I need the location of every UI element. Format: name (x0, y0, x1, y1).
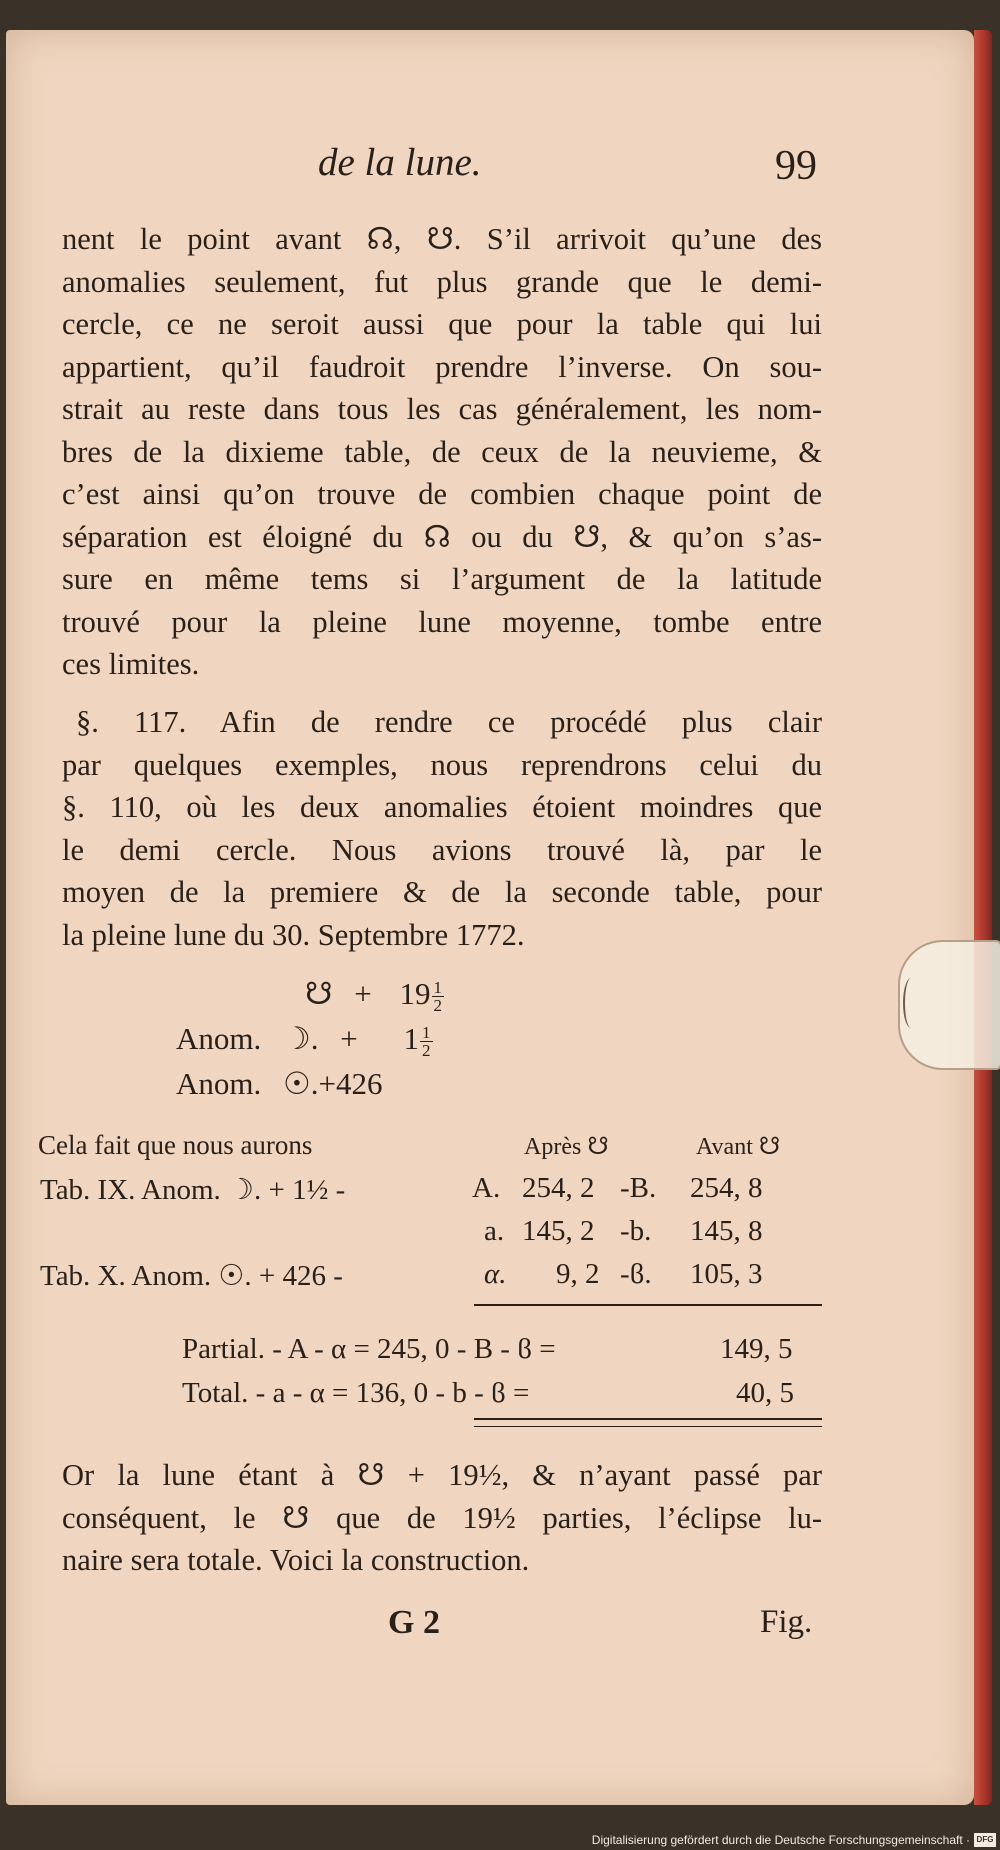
partial-row-label: Partial. - A - α = 245, 0 - B - ϐ = (182, 1333, 556, 1365)
table-rule (474, 1426, 822, 1427)
text-line: la pleine lune du 30. Septembre 1772. (62, 917, 525, 952)
table-cell-label: -B. (620, 1172, 657, 1204)
text-line: anomalies seulement, fut plus grande que le demi- (62, 264, 822, 299)
descending-node-symbol: ☋ (305, 976, 333, 1011)
text-line: Or la lune étant à ☋ + 19½, & n’ayant passé par (62, 1458, 822, 1492)
text-line: ces limites. (62, 647, 200, 681)
table-cell-label: -ϐ. (620, 1258, 652, 1290)
table-cell-value: 145, 2 (522, 1215, 595, 1247)
page-number: 99 (775, 143, 817, 189)
table-row-label: Tab. X. Anom. ☉. + 426 - (40, 1260, 343, 1292)
table-cell-value: 254, 8 (690, 1172, 763, 1204)
moon-symbol: ☽. (283, 1021, 319, 1056)
fraction-denominator: 2 (433, 996, 443, 1016)
fraction (432, 979, 445, 1014)
table-cell-label: -b. (620, 1215, 652, 1247)
table-row-label: Tab. IX. Anom. ☽. + 1½ - (40, 1174, 346, 1206)
fraction-denominator: 2 (422, 1041, 431, 1061)
table-intro: Cela fait que nous aurons (38, 1130, 313, 1160)
clip-bracket-mark (903, 978, 919, 1028)
dfg-logo-icon: DFG (974, 1833, 996, 1847)
plus-sign: + (340, 1021, 358, 1056)
plus-sign: + (318, 1066, 337, 1101)
formula-row-node (305, 976, 444, 1020)
catchword: Fig. (760, 1604, 813, 1640)
text-line: appartient, qu’il faudroit prendre l’inverse. On sou- (62, 349, 822, 384)
partial-row-value: 149, 5 (720, 1333, 793, 1365)
text-line: sure en même tems si l’argument de la latitude (62, 562, 822, 596)
table-rule (474, 1304, 822, 1306)
text-line: strait au reste dans tous les cas généralement, les nom- (62, 392, 822, 426)
text-line: moyen de la premiere & de la seconde table, pour (62, 875, 822, 909)
formula-value: 426 (336, 1066, 383, 1101)
text-line: §. 110, où les deux anomalies étoient moindres que (62, 790, 822, 824)
text-line: cercle, ce ne seroit aussi que pour la table qui lui (62, 307, 822, 341)
sun-symbol: ☉. (283, 1066, 319, 1101)
formula-whole: 1 (403, 1021, 420, 1056)
fraction-numerator: 1 (422, 1023, 431, 1043)
text-line: le demi cercle. Nous avions trouvé là, par le (62, 832, 822, 867)
table-cell-value: 145, 8 (690, 1215, 763, 1247)
paragraph-2 (62, 701, 822, 956)
table-cell-value: 105, 3 (690, 1258, 763, 1290)
signature-mark: G 2 (388, 1604, 440, 1641)
credit-text: Digitalisierung gefördert durch die Deutsche Forschungsgemeinschaft · (591, 1833, 970, 1847)
table-cell-value: 9, 2 (556, 1258, 600, 1290)
total-row-value: 40, 5 (736, 1377, 794, 1409)
column-header-after: Après ☋ (524, 1134, 609, 1160)
column-header-before: Avant ☋ (696, 1134, 781, 1160)
fraction (420, 1024, 433, 1059)
table-cell-value: 254, 2 (522, 1172, 595, 1204)
total-row-label: Total. - a - α = 136, 0 - b - ϐ = (182, 1377, 530, 1409)
formula-row-moon (176, 1021, 433, 1065)
digitization-credit-bar (0, 1830, 1000, 1850)
page-header (0, 140, 1000, 200)
table-cell-label: a. (484, 1215, 505, 1247)
text-line: séparation est éloigné du ☊ ou du ☋, & qu’on s’as- (62, 519, 822, 554)
text-line: naire sera totale. Voici la construction. (62, 1543, 530, 1577)
text-line: bres de la dixieme table, de ceux de la neuvieme, & (62, 434, 822, 469)
paragraph-3 (62, 1454, 822, 1582)
formula-label: Anom. (176, 1066, 262, 1101)
running-title: de la lune. (318, 141, 482, 184)
text-line: trouvé pour la pleine lune moyenne, tombe entre (62, 604, 822, 639)
table-cell-label: A. (472, 1172, 501, 1204)
formula-label: Anom. (176, 1021, 262, 1056)
fraction-numerator: 1 (433, 978, 443, 998)
text-line: conséquent, le ☋ que de 19½ parties, l’éclipse lu- (62, 1500, 822, 1535)
plus-sign: + (354, 976, 372, 1011)
table-cell-label: α. (484, 1258, 507, 1290)
paragraph-1 (62, 218, 822, 686)
formula-whole: 19 (399, 976, 431, 1011)
formula-row-sun (176, 1066, 383, 1110)
red-page-edge (974, 30, 992, 1805)
text-line: nent le point avant ☊, ☋. S’il arrivoit qu’une des (62, 222, 822, 256)
text-line: c’est ainsi qu’on trouve de combien chaque point de (62, 477, 822, 511)
text-line: §. 117. Afin de rendre ce procédé plus clair (76, 705, 822, 739)
text-line: par quelques exemples, nous reprendrons celui du (62, 747, 822, 782)
table-rule (474, 1418, 822, 1420)
